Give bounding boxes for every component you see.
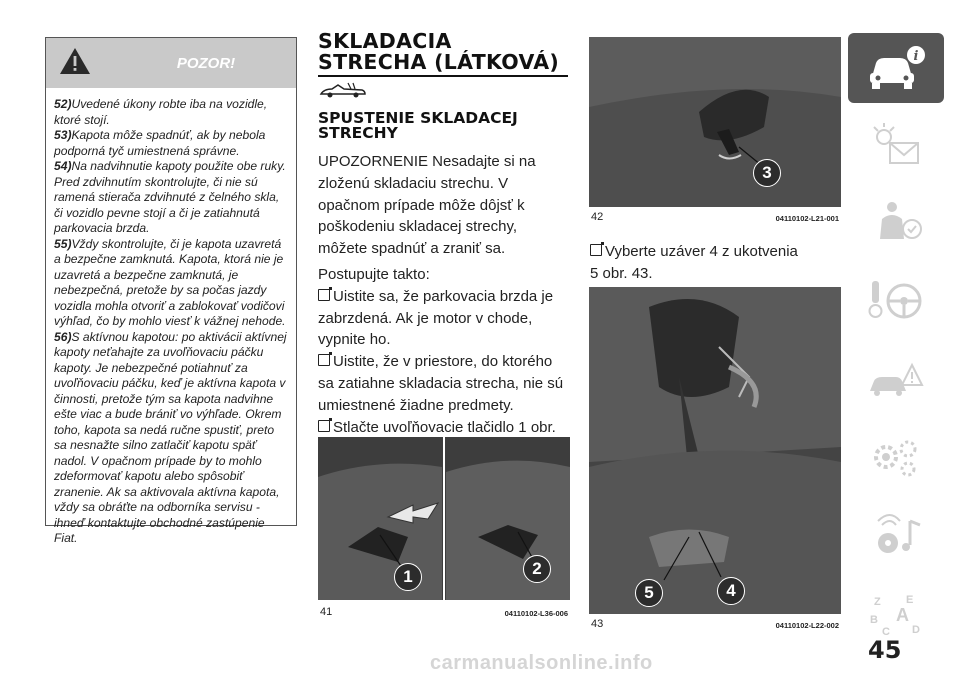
caution-paragraph: UPOZORNENIE Nesadajte si na zloženú skladaciu strechu. V opačnom prípade môže dôjsť k poškodeniu skladacej strechy, môžete spadnúť a zraniť sa. bbox=[318, 153, 536, 258]
svg-text:D: D bbox=[912, 624, 920, 636]
sidebar-item-starting[interactable] bbox=[848, 267, 944, 337]
sidebar-item-emergency[interactable] bbox=[848, 345, 944, 415]
safety-airbag-icon bbox=[866, 199, 926, 249]
callout-4: 4 bbox=[717, 577, 745, 605]
warning-item: 54)Na nadvihnutie kapoty použite obe ruky. Pred zdvihnutím skontrolujte, či nie sú ramená stierača zdvihnuté z čelného skla, či vozidlo pevne stojí a či je zatiahnutá parkovacia brzda. bbox=[54, 159, 286, 235]
figure-41-caption bbox=[320, 606, 568, 618]
step-item: Stlačte uvoľňovacie tlačidlo 1 obr. bbox=[318, 417, 568, 504]
figure-reference: 04110102-L21-001 bbox=[775, 214, 839, 223]
title-underline bbox=[318, 75, 568, 77]
sidebar-item-maintenance[interactable] bbox=[848, 423, 944, 493]
figure-reference: 04110102-L36-006 bbox=[504, 609, 568, 618]
warning-item: 52)Uvedené úkony robte iba na vozidle, ktoré stojí. bbox=[54, 97, 268, 127]
callout-1: 1 bbox=[394, 563, 422, 591]
svg-text:Z: Z bbox=[874, 596, 881, 608]
svg-text:A: A bbox=[896, 605, 909, 625]
figure-41-image bbox=[318, 437, 570, 600]
figure-number: 43 bbox=[591, 618, 604, 630]
figure-42-drawing bbox=[589, 37, 841, 207]
warning-item: 55)Vždy skontrolujte, či je kapota uzavretá a bezpečne zamknutá. Kapota, ktorá nie je uzavretá a bezpečne zamknutá, je nebezpečná, pretože by sa počas jazdy vozidla mohla otvoriť a zablokovať vodičovi výhľad, čo by mohlo viesť k vážnej nehode. bbox=[54, 236, 286, 328]
maintenance-icon bbox=[866, 433, 926, 483]
figure-number: 41 bbox=[320, 606, 333, 618]
warning-header bbox=[46, 38, 296, 88]
svg-text:B: B bbox=[870, 614, 878, 626]
warning-body bbox=[46, 88, 296, 547]
svg-text:C: C bbox=[882, 626, 890, 638]
figure-43-caption bbox=[591, 618, 839, 630]
warning-item: 56)S aktívnou kapotou: po aktivácii aktívnej kapoty neťahajte za uvoľňovaciu páčku kapoty. Je nebezpečné potiahnuť za uvoľňovaciu páčku, keď je aktívna kapota v činnosti, pretože tým sa kapota nadvihne ešte viac a bude brániť vo výhľade. Okrem toho, kapota sa nedá ručne spustiť, preto sa nesnažte silno zatlačiť kapotu späť nadol. V opačnom prípade by to mohlo zdeformovať kapotu alebo spôsobiť zranenie. Ak sa aktivovala aktívna kapota, vždy sa obráťte na odborníka servisu - ihneď kontaktujte obchodné zastúpenie Fiat. bbox=[54, 329, 287, 545]
sidebar-item-safety[interactable] bbox=[848, 189, 944, 259]
warning-box bbox=[45, 37, 297, 545]
step-item: Uistite, že v priestore, do ktorého sa zatiahne skladacia strecha, nie sú umiestnené žiadne predmety. bbox=[318, 353, 564, 414]
figure-43-image bbox=[589, 287, 841, 614]
svg-text:E: E bbox=[906, 594, 914, 606]
car-info-icon bbox=[866, 43, 926, 93]
emergency-icon bbox=[866, 355, 926, 405]
main-column bbox=[318, 31, 568, 504]
index-icon bbox=[866, 589, 926, 639]
figure-42-caption bbox=[591, 211, 839, 223]
checkbox-bullet-icon bbox=[590, 244, 602, 256]
sidebar-item-car-info[interactable] bbox=[848, 33, 944, 103]
warning-item: 53)Kapota môže spadnúť, ak by nebola podporná tyč umiestnená správne. bbox=[54, 128, 266, 158]
steps-intro: Postupujte takto: bbox=[318, 265, 430, 283]
dashboard-lights-icon bbox=[866, 121, 926, 171]
checkbox-bullet-icon bbox=[318, 289, 330, 301]
watermark: carmanualsonline.info bbox=[430, 652, 653, 674]
figure-reference: 04110102-L22-002 bbox=[775, 621, 839, 630]
callout-5: 5 bbox=[635, 579, 663, 607]
chapter-sidebar bbox=[848, 33, 944, 657]
checkbox-bullet-icon bbox=[318, 420, 330, 432]
right-column-text bbox=[590, 241, 810, 285]
page-number: 45 bbox=[868, 636, 902, 664]
multimedia-icon bbox=[866, 511, 926, 561]
convertible-car-icon bbox=[318, 81, 368, 99]
figure-number: 42 bbox=[591, 211, 604, 223]
subsection-title: SPUSTENIE SKLADACEJ STRECHY bbox=[318, 109, 518, 142]
section-title: SKLADACIA STRECHA (LÁTKOVÁ) bbox=[318, 29, 560, 74]
svg-text:i: i bbox=[913, 49, 919, 64]
checkbox-bullet-icon bbox=[318, 354, 330, 366]
step-item: Uistite sa, že parkovacia brzda je zabrzdená. Ak je motor v chode, vypnite ho. bbox=[318, 287, 554, 349]
sidebar-item-multimedia[interactable] bbox=[848, 501, 944, 571]
figure-42-image bbox=[589, 37, 841, 207]
figure-43-drawing bbox=[589, 287, 841, 614]
warning-title: POZOR! bbox=[176, 55, 236, 72]
callout-3: 3 bbox=[753, 159, 781, 187]
starting-driving-icon bbox=[866, 277, 926, 327]
sidebar-item-dashboard[interactable] bbox=[848, 111, 944, 181]
callout-2: 2 bbox=[523, 555, 551, 583]
step-item: Vyberte uzáver 4 z ukotvenia 5 obr. 43. bbox=[590, 243, 798, 282]
